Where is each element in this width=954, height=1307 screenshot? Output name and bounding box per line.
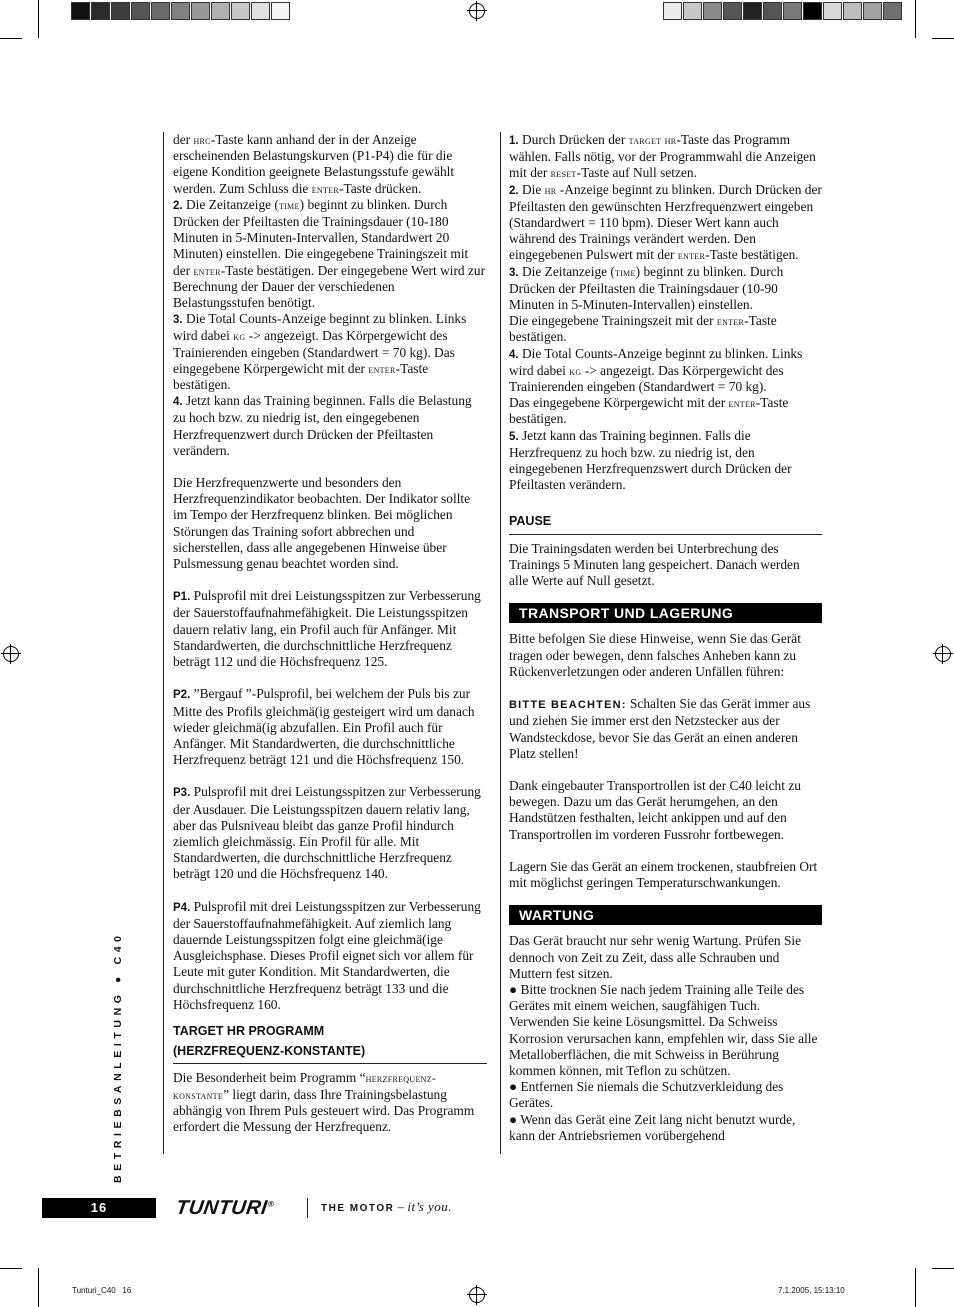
sidebar-manual-label: BETRIEBSANLEITUNG ● C40 bbox=[112, 931, 124, 1183]
step-4: 4. Jetzt kann das Training beginnen. Falls die Belastung zu hoch bzw. zu niedrig ist, den eingegebenen Herzfrequenzwert durch Drücken der Pfeiltasten verändern. bbox=[173, 393, 472, 458]
warning-paragraph: BITTE BEACHTEN: Schalten Sie das Gerät immer aus und ziehen Sie immer erst den Netzstecker aus der Wandsteckdose, bevor Sie das Gerät an einen anderen Platz stellen! bbox=[509, 696, 811, 761]
step-2: 2. Die Zeitanzeige (time) beginnt zu blinken. Durch Drücken der Pfeiltasten die Trainingsdauer (10-180 Minuten in 5-Minuten-Intervallen, Standardwert 20 Minuten) einstellen. Die eingegebene Trainingszeit mit der enter-Taste bestätigen. Der eingegebene Wert wird zur Berechnung der Dauer der verschiedenen Belastungsstufen benötigt. bbox=[173, 196, 486, 311]
color-swatch bbox=[71, 2, 90, 20]
color-swatch bbox=[743, 2, 762, 20]
color-swatch bbox=[723, 2, 742, 20]
color-swatch bbox=[663, 2, 682, 20]
color-swatch bbox=[683, 2, 702, 20]
heading-herzfrequenz-konstante: (HERZFREQUENZ-KONSTANTE) bbox=[173, 1043, 487, 1064]
color-swatch bbox=[763, 2, 782, 20]
left-column bbox=[173, 132, 487, 1135]
color-swatch bbox=[843, 2, 862, 20]
heading-pause: PAUSE bbox=[509, 513, 822, 534]
profile-p2: P2. ”Bergauf ”-Pulsprofil, bei welchem der Puls bis zur Mitte des Profils gleichmä(ig gesteigert wird um danach wieder gleichmä(ig abzufallen. Ein Profil auch für Anfänger. Mit Standardwerten, die durchschnittliche Herzfrequenz beträgt 121 und die Höchsfrequenz 150. bbox=[173, 686, 475, 768]
registration-mark-icon bbox=[469, 3, 485, 19]
color-swatch bbox=[863, 2, 882, 20]
target-hr-paragraph: Die Besonderheit beim Programm “herzfrequenz-konstante” liegt darin, dass Ihre Trainingsbelastung abhängig von Ihrem Puls gesteuert wird. Das Programm erfordert die Messung der Herzfrequenz. bbox=[173, 1070, 475, 1134]
column-divider bbox=[500, 132, 501, 1154]
color-swatch bbox=[783, 2, 802, 20]
crop-mark bbox=[932, 1268, 954, 1269]
color-swatch bbox=[883, 2, 902, 20]
crop-mark bbox=[915, 1268, 916, 1307]
profile-p3: P3. Pulsprofil mit drei Leistungsspitzen zur Verbesserung der Ausdauer. Die Leistungsspitzen dauern relativ lang, aber das Pulsniveau bleibt das ganze Profil hindurch ziemlich gleichmässig. Ein Profil für alle. Mit Standardwerten, die durchschnittliche Herzfrequenz beträgt 120 und die Höchsfrequenz 140. bbox=[173, 784, 481, 882]
registration-mark-icon bbox=[935, 646, 951, 662]
wartung-intro: Das Gerät braucht nur sehr wenig Wartung. Prüfen Sie dennoch von Zeit zu Zeit, dass alle Schrauben und Muttern fest sitzen. bbox=[509, 933, 802, 981]
right-column bbox=[509, 132, 822, 1144]
observe-paragraph: Die Herzfrequenzwerte und besonders den Herzfrequenzindikator beobachten. Der Indikator sollte im Tempo der Herzfrequenz blinken. Bei möglichen Störungen das Training sofort abbrechen und sicherstellen, dass alle angegebenen Hinweise über Pulsmessung genau beachtet worden sind. bbox=[173, 475, 471, 572]
step-5: 5. Jetzt kann das Training beginnen. Falls die Herzfrequenz zu hoch bzw. zu niedrig ist, den eingegebenen Herzfrequenzswert durch Drücken der Pfeiltasten verändern. bbox=[509, 427, 792, 493]
bullet-icon: ● bbox=[509, 981, 518, 997]
footer-divider bbox=[307, 1198, 308, 1218]
color-swatch bbox=[171, 2, 190, 20]
step-3: 3. Die Zeitanzeige (time) beginnt zu blinken. Durch Drücken der Pfeiltasten die Trainingsdauer (10-90 Minuten in 5-Minuten-Intervallen) einstellen. bbox=[509, 263, 784, 313]
footer-motto: THE MOTOR – it’s you. bbox=[321, 1199, 453, 1214]
bullet-icon: ● bbox=[509, 1111, 518, 1127]
bullet-item: ● Bitte trocknen Sie nach jedem Training alle Teile des Gerätes mit einem weichen, saugfähigen Tuch. Verwenden Sie keine Lösungsmittel. Da Schweiss Korrosion verursachen kann, empfehlen wir, dass Sie alle Metalloberflächen, die mit Schweiss in Berührung kommen können, mit Teflon zu schützen. bbox=[509, 981, 818, 1078]
color-swatch bbox=[271, 2, 290, 20]
brand-logo: TUNTURI® bbox=[174, 1197, 275, 1219]
color-swatch bbox=[91, 2, 110, 20]
crop-mark bbox=[932, 38, 954, 39]
color-swatch bbox=[251, 2, 270, 20]
crop-mark bbox=[0, 38, 22, 39]
page-number: 16 bbox=[42, 1198, 156, 1218]
color-swatch bbox=[131, 2, 150, 20]
intro-paragraph: der hrc-Taste kann anhand der in der Anzeige erscheinenden Belastungskurven (P1-P4) die für die eigene Kondition geeignete Belastungsstufe gewählt werden. Zum Schluss die enter-Taste drücken. bbox=[173, 132, 455, 196]
registration-mark-icon bbox=[469, 1287, 485, 1303]
heading-target-hr: TARGET HR PROGRAMM bbox=[173, 1023, 325, 1038]
heading-wartung: WARTUNG bbox=[509, 905, 822, 925]
transport-rollers-paragraph: Dank eingebauter Transportrollen ist der C40 leicht zu bewegen. Dazu um das Gerät herumgehen, an den Handstützen festhalten, leicht ankippen und auf den Transportrollen im vorderen Fussrohr fortbewegen. bbox=[509, 777, 801, 842]
column-divider bbox=[163, 132, 164, 1154]
profile-p1: P1. Pulsprofil mit drei Leistungsspitzen zur Verbesserung der Sauerstoffaufnahmefähigkeit. Die Leistungsspitzen dauern relativ lang, ein Profil auch für Anfänger. Mit Standardwerten, die durchschnittliche Herzfrequenz beträgt 112 und die Höchsfrequenz 125. bbox=[173, 588, 481, 670]
step-3: 3. Die Total Counts-Anzeige beginnt zu blinken. Links wird dabei kg -> angezeigt. Das Körpergewicht des Trainierenden eingeben (Standardwert = 70 kg). Das eingegebene Körpergewicht mit der enter-Taste bestätigen. bbox=[173, 311, 467, 393]
registration-mark-icon bbox=[3, 646, 19, 662]
color-swatch bbox=[191, 2, 210, 20]
crop-mark bbox=[38, 1268, 39, 1307]
step-2: 2. Die hr -Anzeige beginnt zu blinken. Durch Drücken der Pfeiltasten den gewünschten Herzfrequenzwert eingeben (Standardwert = 110 bpm). Dieser Wert kann auch während des Trainings verändert werden. Den eingegebenen Pulswert mit der enter-Taste bestätigen. bbox=[509, 181, 822, 263]
transport-intro: Bitte befolgen Sie diese Hinweise, wenn Sie das Gerät tragen oder bewegen, denn falsches Anheben kann zu Rückenverletzungen oder anderen Unfällen führen: bbox=[509, 631, 801, 679]
step-4: 4. Die Total Counts-Anzeige beginnt zu blinken. Links wird dabei kg -> angezeigt. Das Körpergewicht des Trainierenden eingeben (Standardwert = 70 kg). bbox=[509, 345, 803, 395]
profile-p4: P4. Pulsprofil mit drei Leistungsspitzen zur Verbesserung der Sauerstoffaufnahmefähigkeit. Auf ziemlich lang dauernde Leistungsspitzen folgt eine gleichmä(ige Ausgleichsphase. Dieses Profil eignet sich vor allem für Leute mit guter Kondition. Mit Standardwerten, die durchschnittliche Herzfrequenz beträgt 133 und die Höchsfrequenz 160. bbox=[173, 898, 481, 1012]
color-swatch bbox=[703, 2, 722, 20]
print-timestamp: 7.1.2005, 15:13:10 bbox=[778, 1286, 845, 1295]
file-info: Tunturi_C40 16 bbox=[72, 1286, 132, 1295]
bullet-item: ● Entfernen Sie niemals die Schutzverkleidung des Gerätes. bbox=[509, 1079, 784, 1111]
crop-mark bbox=[38, 0, 39, 38]
color-swatch bbox=[211, 2, 230, 20]
heading-transport: TRANSPORT UND LAGERUNG bbox=[509, 603, 822, 623]
bullet-icon: ● bbox=[509, 1079, 518, 1095]
storage-paragraph: Lagern Sie das Gerät an einem trockenen, staubfreien Ort mit möglichst geringen Temperaturschwankungen. bbox=[509, 858, 818, 890]
crop-mark bbox=[0, 1268, 22, 1269]
color-swatch bbox=[803, 2, 822, 20]
step-1: 1. Durch Drücken der target hr-Taste das Programm wählen. Falls nötig, vor der Programmwahl die Anzeigen mit der reset-Taste auf Null setzen. bbox=[509, 132, 816, 181]
step-3-confirm: Die eingegebene Trainingszeit mit der enter-Taste bestätigen. bbox=[509, 313, 777, 345]
color-swatch bbox=[823, 2, 842, 20]
pause-paragraph: Die Trainingsdaten werden bei Unterbrechung des Trainings 5 Minuten lang gespeichert. Danach werden alle Werte auf Null gesetzt. bbox=[509, 540, 800, 589]
color-swatch bbox=[151, 2, 170, 20]
crop-mark bbox=[915, 0, 916, 38]
step-4-confirm: Das eingegebene Körpergewicht mit der enter-Taste bestätigen. bbox=[509, 395, 789, 427]
bullet-item: ● Wenn das Gerät eine Zeit lang nicht benutzt wurde, kann der Antriebsriemen vorübergehend bbox=[509, 1111, 796, 1143]
color-swatch bbox=[111, 2, 130, 20]
warning-label: BITTE BEACHTEN: bbox=[509, 699, 627, 712]
color-swatch bbox=[231, 2, 250, 20]
